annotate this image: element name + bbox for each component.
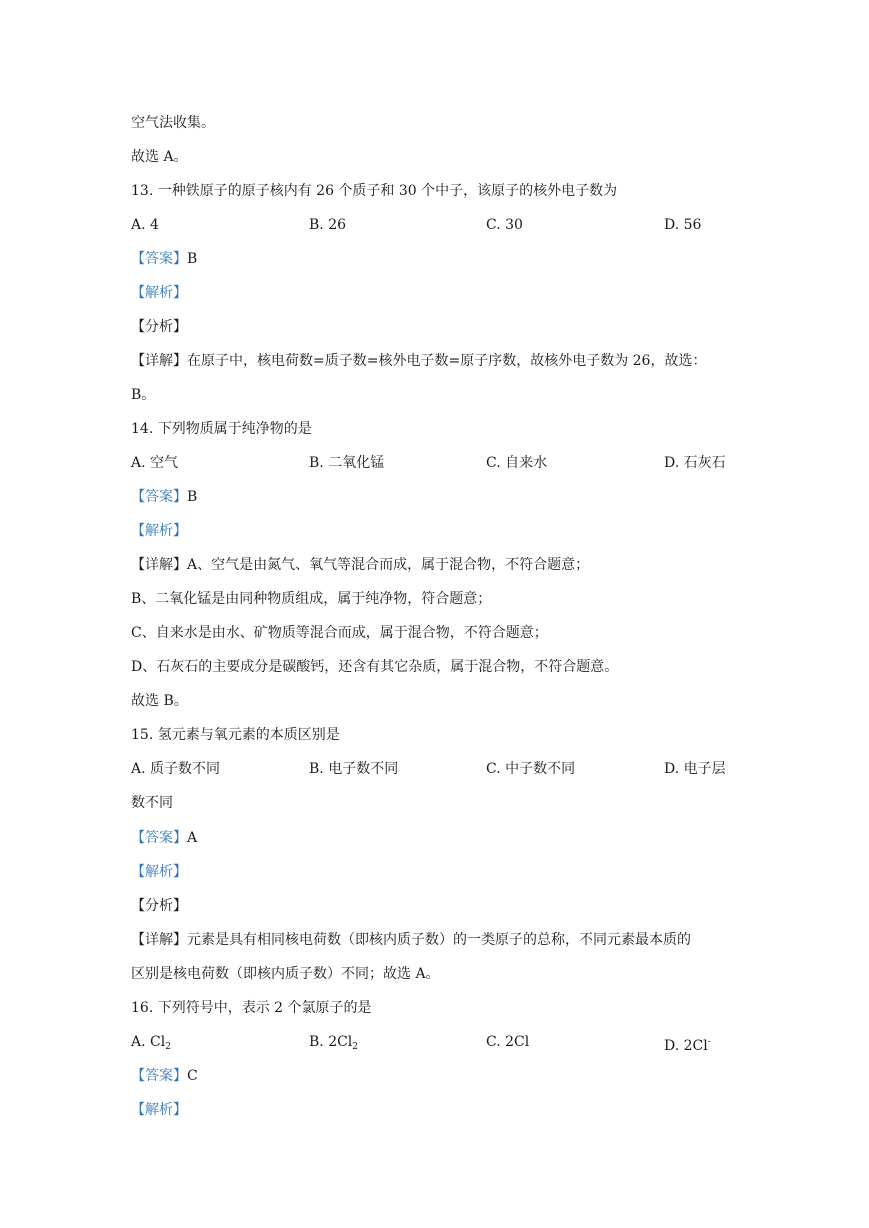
q14-detail-b: B、二氧化锰是由同种物质组成，属于纯净物，符合题意； bbox=[131, 591, 492, 607]
q13-breakdown-tag: 【分析】 bbox=[131, 319, 187, 335]
q13-option-c: C. 30 bbox=[486, 217, 523, 233]
option-text: A. Cl bbox=[131, 1034, 166, 1050]
q14-final: 故选 B。 bbox=[131, 693, 188, 709]
q15-option-c: C. 中子数不同 bbox=[486, 761, 576, 777]
detail-text: A、空气是由氮气、氧气等混合而成，属于混合物，不符合题意； bbox=[187, 557, 590, 573]
subscript: 2 bbox=[165, 1042, 171, 1052]
detail-text: 元素是具有相同核电荷数（即核内质子数）的一类原子的总称，不同元素最本质的 bbox=[187, 932, 691, 948]
option-text: B. 2Cl bbox=[309, 1034, 353, 1050]
q14-option-b: B. 二氧化锰 bbox=[309, 455, 385, 471]
question-16: 16. 下列符号中，表示 2 个氯原子的是 bbox=[131, 1000, 372, 1016]
detail-tag: 【详解】 bbox=[131, 353, 187, 369]
subscript: 2 bbox=[352, 1042, 359, 1052]
q13-analysis-tag: 【解析】 bbox=[131, 285, 187, 301]
detail-text: 在原子中，核电荷数=质子数=核外电子数=原子序数，故核外电子数为 26，故选： bbox=[187, 353, 707, 369]
q15-option-d: D. 电子层 bbox=[664, 761, 726, 777]
q15-option-a: A. 质子数不同 bbox=[131, 761, 221, 777]
superscript: - bbox=[707, 1037, 711, 1047]
text-line: 故选 A。 bbox=[131, 149, 188, 165]
q14-detail-c: C、自来水是由水、矿物质等混合而成，属于混合物，不符合题意； bbox=[131, 625, 548, 641]
q13-detail-cont: B。 bbox=[131, 387, 156, 403]
q13-answer bbox=[131, 249, 197, 269]
q14-detail-d: D、石灰石的主要成分是碳酸钙，还含有其它杂质，属于混合物，不符合题意。 bbox=[131, 659, 619, 675]
q16-answer bbox=[131, 1066, 198, 1086]
answer-value: C bbox=[187, 1068, 198, 1084]
q13-option-d: D. 56 bbox=[664, 217, 702, 233]
question-15: 15. 氢元素与氧元素的本质区别是 bbox=[131, 727, 340, 743]
q16-option-c: C. 2Cl bbox=[486, 1034, 530, 1050]
answer-tag: 【答案】 bbox=[131, 830, 187, 846]
q14-option-d: D. 石灰石 bbox=[664, 455, 726, 471]
q13-option-b: B. 26 bbox=[309, 217, 347, 233]
q14-analysis-tag: 【解析】 bbox=[131, 523, 187, 539]
q16-analysis-tag: 【解析】 bbox=[131, 1102, 187, 1118]
q16-option-d bbox=[664, 1032, 711, 1056]
detail-tag: 【详解】 bbox=[131, 932, 187, 948]
answer-tag: 【答案】 bbox=[131, 489, 187, 505]
q16-option-a bbox=[131, 1032, 171, 1057]
answer-tag: 【答案】 bbox=[131, 1068, 187, 1084]
answer-value: B bbox=[187, 251, 198, 267]
option-text: D. 2Cl bbox=[664, 1038, 708, 1054]
q15-detail-cont: 区别是核电荷数（即核内质子数）不同；故选 A。 bbox=[131, 966, 440, 982]
q15-analysis-tag: 【解析】 bbox=[131, 864, 187, 880]
question-14: 14. 下列物质属于纯净物的是 bbox=[131, 421, 312, 437]
text-line: 空气法收集。 bbox=[131, 115, 215, 131]
q15-option-b: B. 电子数不同 bbox=[309, 761, 399, 777]
q13-detail bbox=[131, 351, 706, 371]
q15-detail bbox=[131, 930, 691, 950]
question-13: 13. 一种铁原子的原子核内有 26 个质子和 30 个中子，该原子的核外电子数为 bbox=[131, 183, 618, 199]
answer-value: A bbox=[187, 830, 198, 846]
answer-tag: 【答案】 bbox=[131, 251, 187, 267]
q16-option-b bbox=[309, 1032, 358, 1057]
detail-tag: 【详解】 bbox=[131, 557, 187, 573]
answer-value: B bbox=[187, 489, 198, 505]
q15-answer bbox=[131, 828, 197, 848]
q15-option-d-cont: 数不同 bbox=[131, 795, 173, 811]
q15-breakdown-tag: 【分析】 bbox=[131, 898, 187, 914]
q14-option-c: C. 自来水 bbox=[486, 455, 548, 471]
q14-answer bbox=[131, 487, 197, 507]
q14-option-a: A. 空气 bbox=[131, 455, 179, 471]
q13-option-a: A. 4 bbox=[131, 217, 159, 233]
q14-detail bbox=[131, 555, 589, 575]
